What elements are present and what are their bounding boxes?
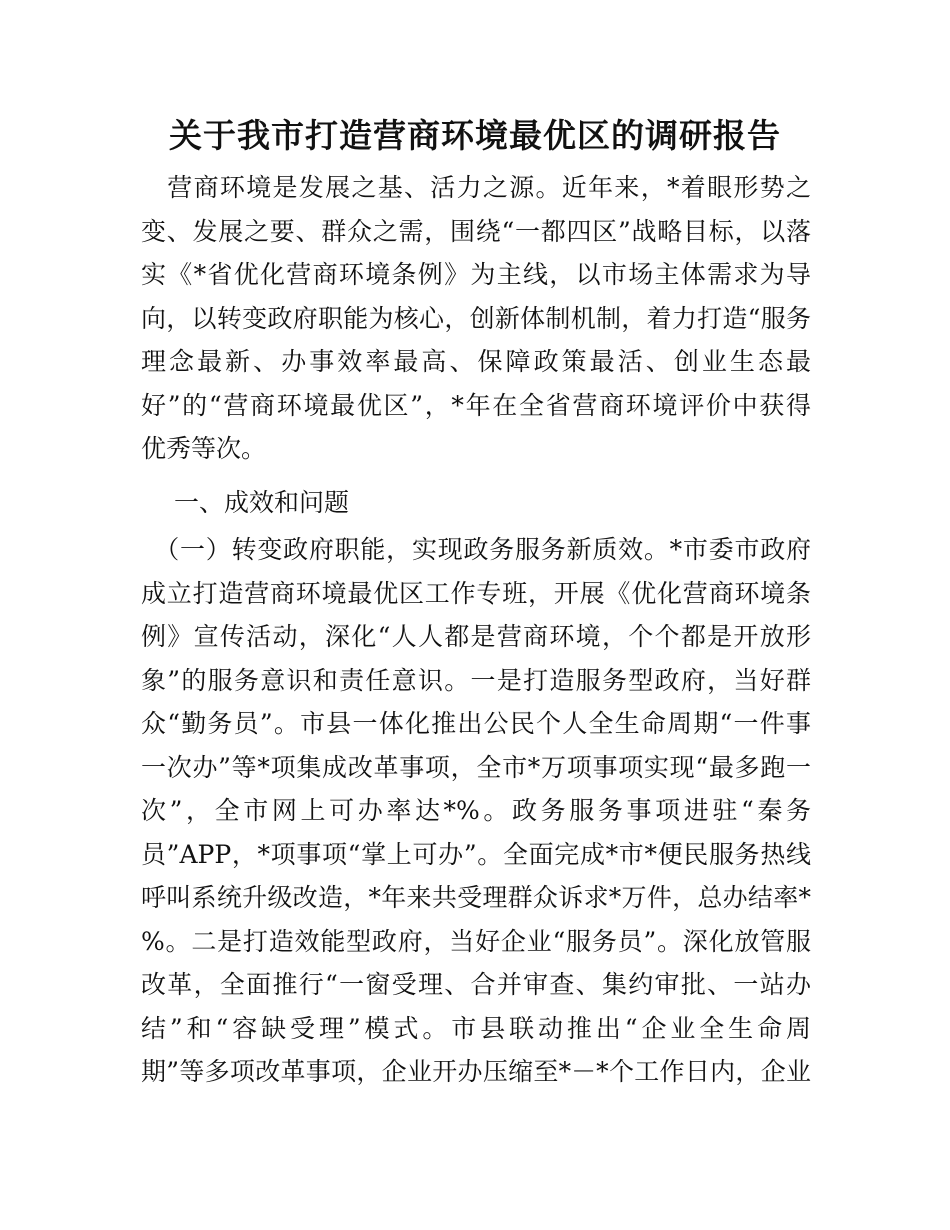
text-line: 众“勤务员”。市县一体化推出公民个人全生命周期“一件事 [141,709,811,738]
text-line: 例》宣传活动，深化“人人都是营商环境，个个都是开放形 [141,622,811,651]
text-line: 理念最新、办事效率最高、保障政策最活、创业生态最 [141,347,811,376]
text-line: 向，以转变政府职能为核心，创新体制机制，着力打造“服务 [141,303,811,333]
text-line: 优秀等次。 [141,434,267,463]
text-line: 期”等多项改革事项，企业开办压缩至*－*个工作日内，企业 [141,1057,811,1086]
text-line: （一）转变政府职能，实现政务服务新质效。*市委市政府 [141,535,811,564]
paragraph-section1 [141,528,811,1094]
text-line: 员”APP，*项事项“掌上可办”。全面完成*市*便民服务热线 [141,839,811,869]
text-line: %。二是打造效能型政府，当好企业“服务员”。深化放管服 [141,926,811,956]
text-line: 象”的服务意识和责任意识。一是打造服务型政府，当好群 [141,665,811,695]
text-line: 好”的“营商环境最优区”，*年在全省营商环境评价中获得 [141,390,811,420]
text-line: 呼叫系统升级改造，*年来共受理群众诉求*万件，总办结率* [141,883,811,912]
text-line: 次”，全市网上可办率达*%。政务服务事项进驻“秦务 [141,796,811,825]
text-line: 变、发展之要、群众之需，围绕“一都四区”战略目标，以落 [141,216,811,246]
text-line: 营商环境是发展之基、活力之源。近年来，*着眼形势之 [141,173,811,202]
text-line: 结”和“容缺受理”模式。市县联动推出“企业全生命周 [141,1013,811,1043]
paragraph-intro [141,166,811,471]
text-line: 成立打造营商环境最优区工作专班，开展《优化营商环境条 [141,578,811,608]
document-title: 关于我市打造营商环境最优区的调研报告 [169,116,781,155]
text-line: 改革，全面推行“一窗受理、合并审查、集约审批、一站办 [141,970,811,999]
text-line: 一次办”等*项集成改革事项，全市*万项事项实现“最多跑一 [141,752,811,782]
text-line: 实《*省优化营商环境条例》为主线，以市场主体需求为导 [141,260,811,289]
section-heading: 一、成效和问题 [174,488,350,517]
